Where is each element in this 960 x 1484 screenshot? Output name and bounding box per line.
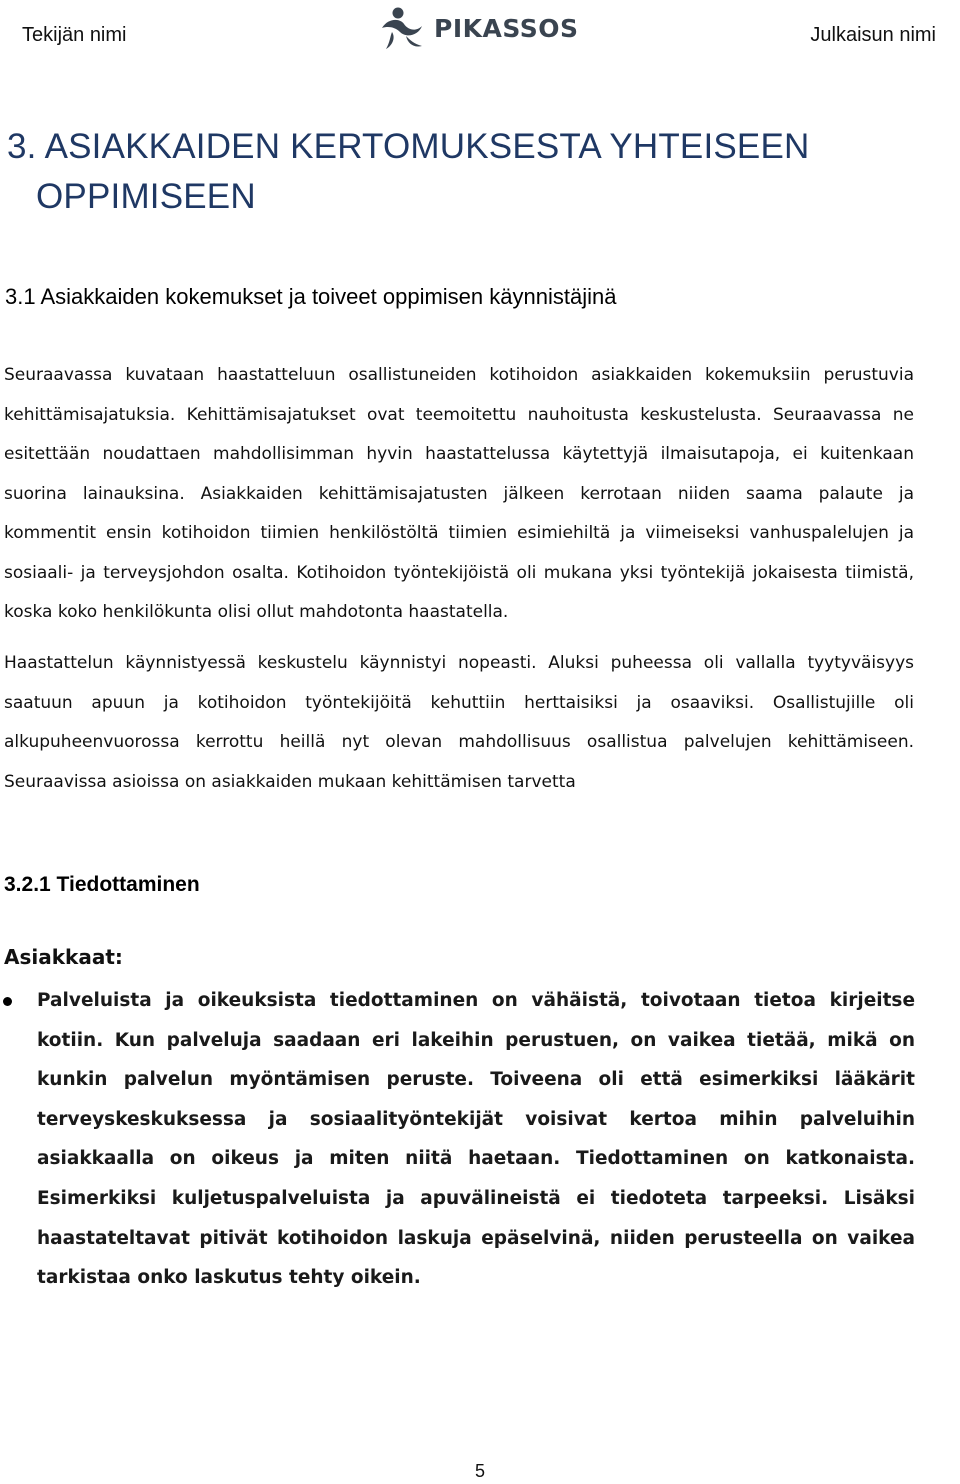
bullet-dot-icon (3, 997, 12, 1006)
chapter-heading-line1: 3. ASIAKKAIDEN KERTOMUKSESTA YHTEISEEN (7, 127, 810, 166)
asiakkaat-label: Asiakkaat: (4, 945, 123, 969)
subsection-heading: 3.2.1 Tiedottaminen (4, 873, 200, 896)
paragraph-interview: Haastattelun käynnistyessä keskustelu käynnistyi nopeasti. Aluksi puheessa oli vallalla tyytyväisyys saatuun apuun ja kotihoidon työntekijöitä kehuttiin herttaisiksi ja osaaviksi. Osallistujille oli alkupuheenvuorossa kerrottu heillä nyt olevan mahdollisuus osallistua palvelujen kehittämiseen. Seuraavissa asioissa on asiakkaiden mukaan kehittämisen tarvetta (4, 653, 914, 792)
chapter-heading-line2: OPPIMISEEN (36, 177, 256, 216)
header-publication: Julkaisun nimi (810, 24, 936, 46)
paragraph-intro: Seuraavassa kuvataan haastatteluun osallistuneiden kotihoidon asiakkaiden kokemuksiin perustuvia kehittämisajatuksia. Kehittämisajatukset ovat teemoitettu nauhoitusta keskustelusta. Seuraavassa ne esitettään noudattaen mahdollisimman hyvin haastattelussa käytettyjä ilmaisutapoja, ei kuitenkaan suorina lainauksina. Asiakkaiden kehittämisajatusten jälkeen kerrotaan niiden saama palaute ja kommentit ensin kotihoidon tiimien henkilöstöltä tiimien esimiehiltä ja viimeiseksi vanhuspalelujen ja sosiaali- ja terveysjohdon osalta. Kotihoidon työntekijöistä oli mukana yksi työntekijä jokaisesta tiimistä, koska koko henkilökunta olisi ollut mahdotonta haastatella. (4, 365, 914, 622)
section-heading: 3.1 Asiakkaiden kokemukset ja toiveet oppimisen käynnistäjinä (5, 284, 617, 309)
logo-text: PIKASSOS (434, 13, 579, 43)
page-number: 5 (474, 1461, 485, 1481)
pikassos-logo (378, 5, 579, 51)
bullet-text: Palveluista ja oikeuksista tiedottaminen on vähäistä, toivotaan tietoa kirjeitse kotiin. Kun palveluja saadaan eri lakeihin perustuen, on vaikea tietää, mikä on kunkin palvelun myöntämisen peruste. Toiveena oli että esimerkiksi lääkärit terveyskeskuksessa ja sosiaalityöntekijät voisivat kertoa mihin palveluihin asiakkaalla on oikeus ja miten niitä haetaan. Tiedottaminen on katkonaista. Esimerkiksi kuljetuspalveluista ja apuvälineistä ei tiedoteta tarpeeksi. Lisäksi haastateltavat pitivät kotihoidon laskuja epäselvinä, niiden perusteella on vaikea tarkistaa onko laskutus tehty oikein. (37, 990, 915, 1289)
page-header (0, 0, 960, 70)
header-author: Tekijän nimi (22, 24, 127, 46)
list-item (0, 981, 915, 1298)
bullet-list (0, 981, 915, 1298)
chapter-heading (7, 122, 907, 222)
pikassos-logo-icon (378, 6, 426, 50)
